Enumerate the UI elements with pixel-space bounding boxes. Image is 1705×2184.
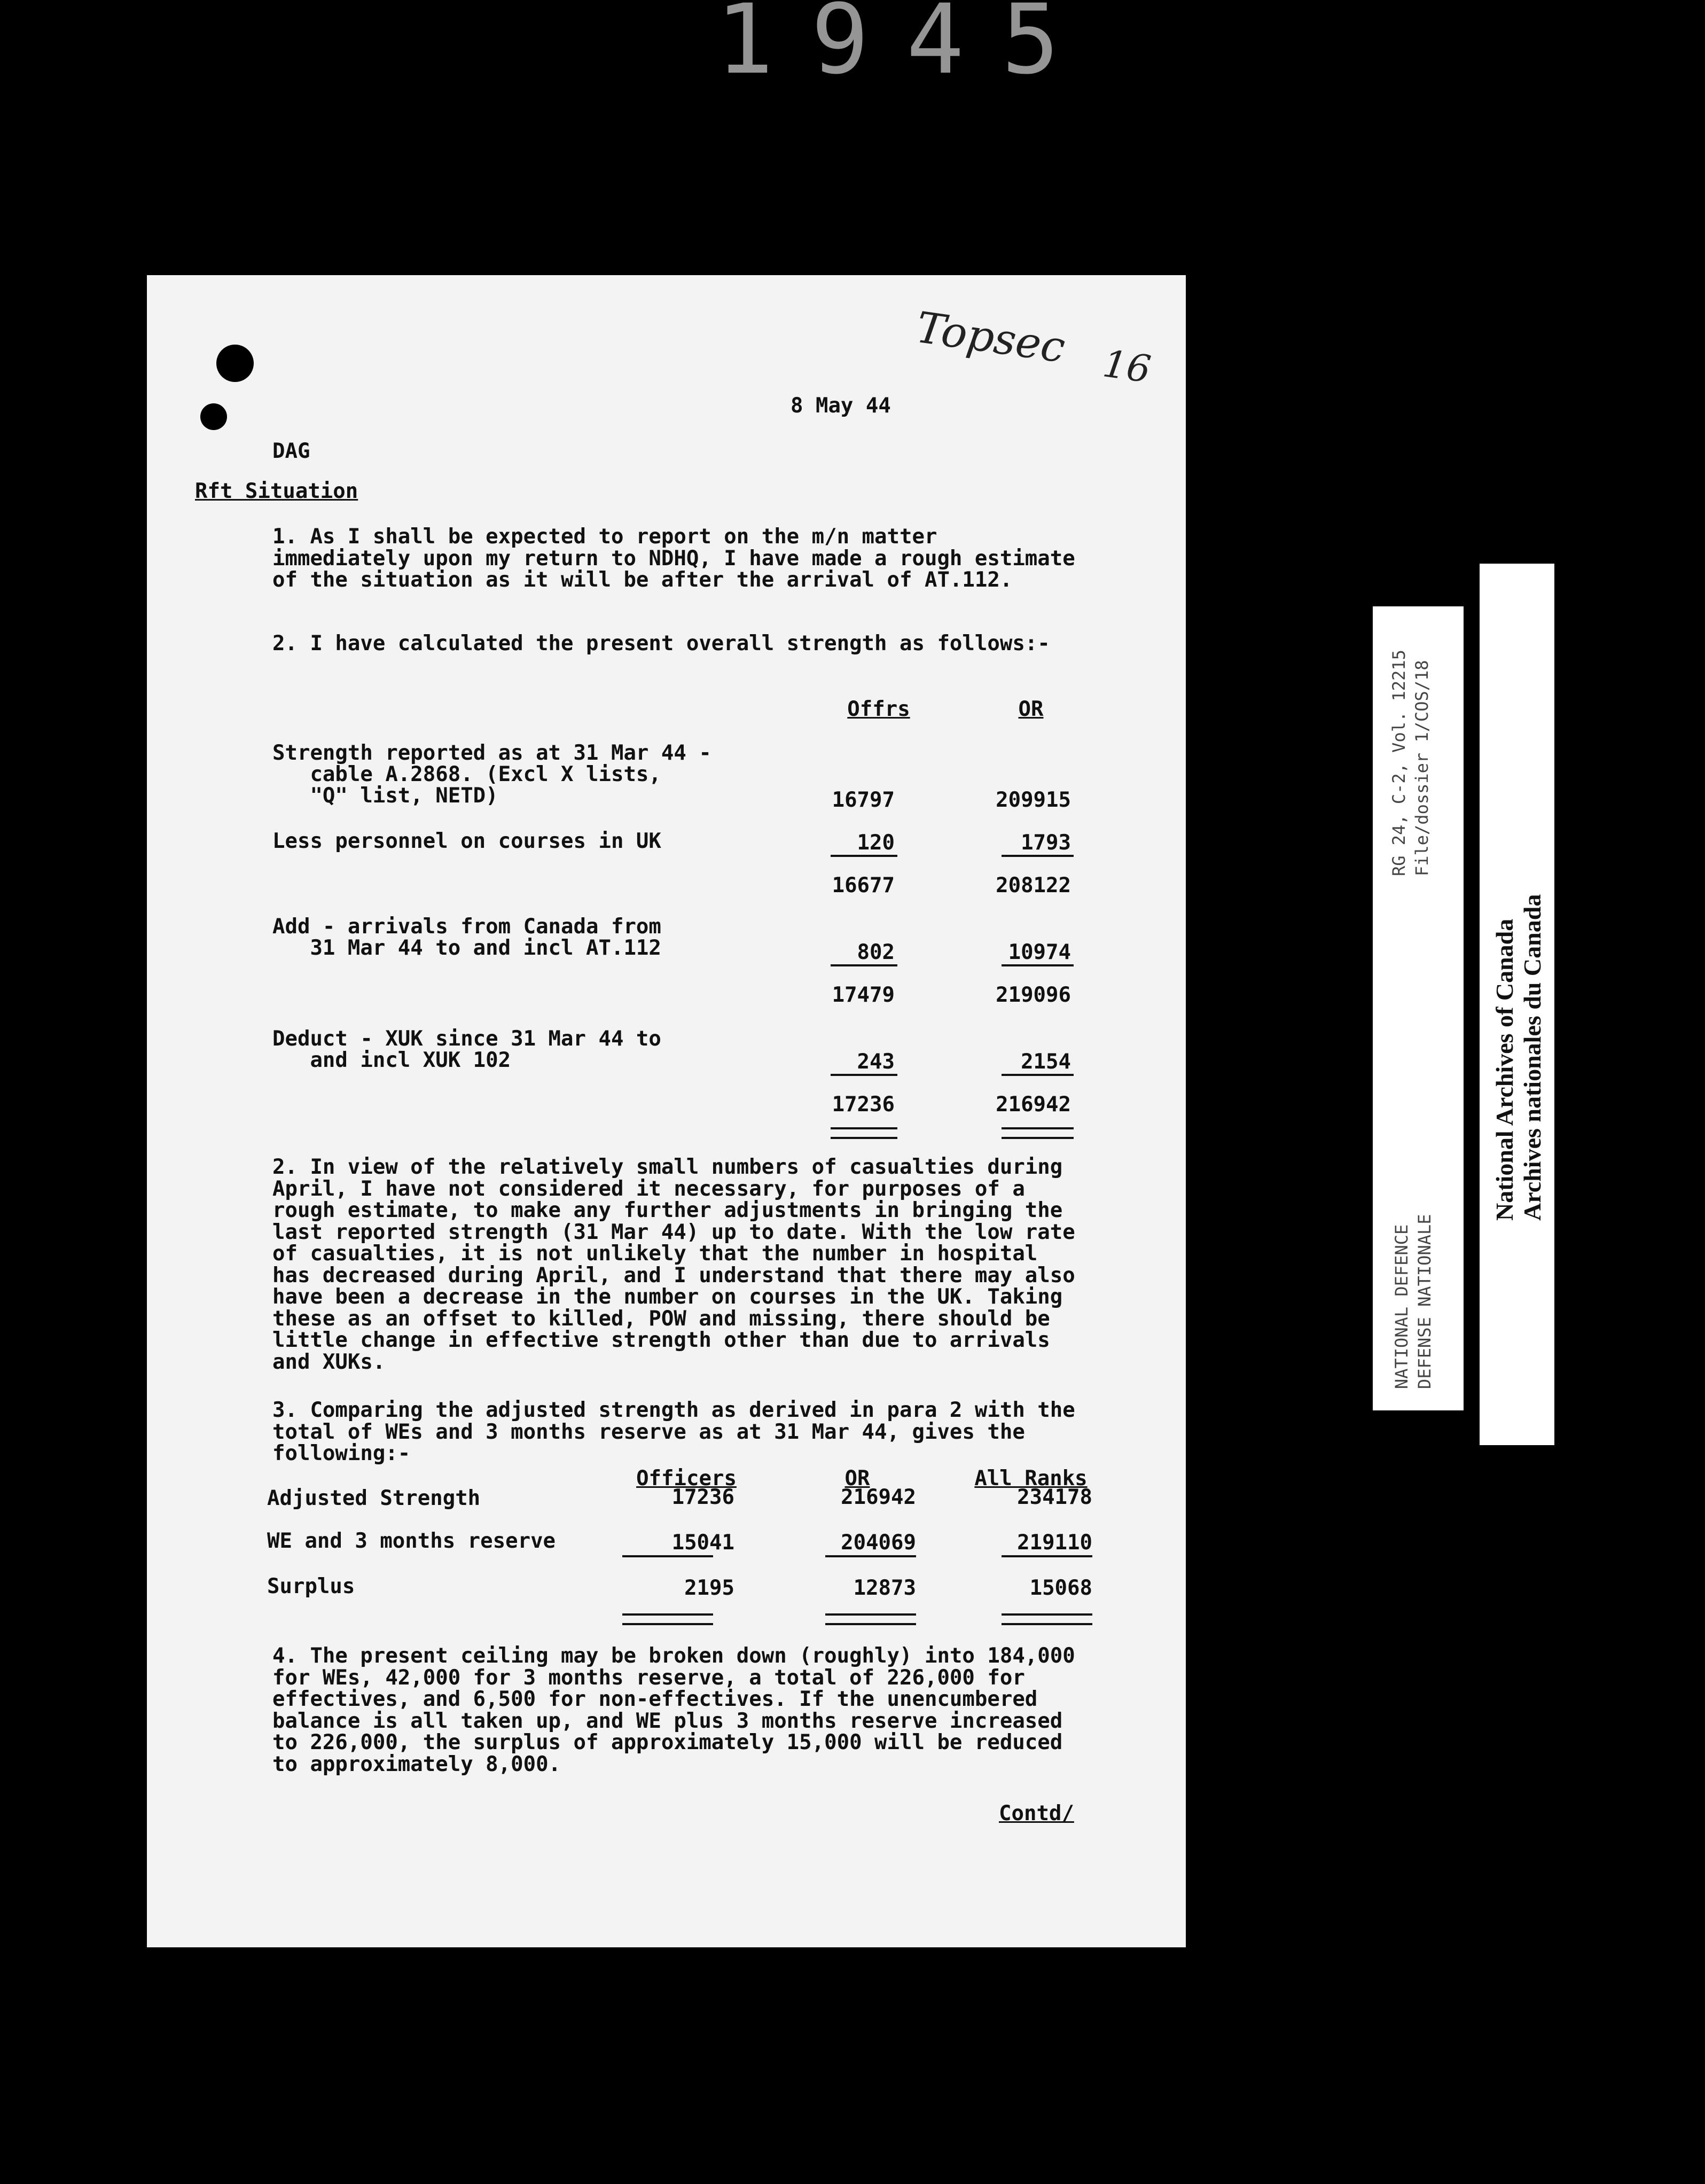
cell-officers: 15041 — [671, 1531, 734, 1555]
label-line: RG 24, C-2, Vol. 12215 — [1389, 650, 1409, 876]
paragraph-2-intro: 2. I have calculated the present overall strength as follows:- — [272, 631, 1050, 656]
continued-note: Contd/ — [999, 1801, 1074, 1826]
cell-officers: 2195 — [684, 1576, 734, 1600]
paragraph-3: 3. Comparing the adjusted strength as derived in para 2 with the total of WEs and 3 months reserve as at 31 Mar 44, gives the following:- — [272, 1398, 1075, 1465]
cell-or: 209915 — [996, 788, 1071, 812]
label-line: NATIONAL DEFENCE — [1391, 1224, 1412, 1389]
archive-reference-label — [1373, 606, 1464, 1410]
cell-or: 1793 — [1021, 831, 1071, 855]
rule — [825, 1555, 916, 1557]
cell-all-ranks: 219110 — [1017, 1531, 1092, 1555]
row-label: 31 Mar 44 to and incl AT.112 — [272, 936, 661, 960]
rule — [622, 1555, 713, 1557]
memo-recipient: DAG — [272, 439, 310, 463]
punch-hole — [200, 403, 227, 430]
row-label: Less personnel on courses in UK — [272, 829, 661, 853]
cell-offrs: 17479 — [832, 983, 895, 1007]
cell-or: 10974 — [1008, 940, 1071, 964]
cell-offrs: 120 — [857, 831, 895, 855]
cell-or: 12873 — [853, 1576, 916, 1600]
cell-all-ranks: 234178 — [1017, 1485, 1092, 1509]
col-header-offrs: Offrs — [847, 697, 910, 721]
year-stamp: 1945 — [716, 0, 1097, 96]
cell-officers: 17236 — [671, 1485, 734, 1509]
row-label: Strength reported as at 31 Mar 44 - — [272, 741, 711, 765]
memo-subject: Rft Situation — [195, 479, 358, 503]
col-header-or: OR — [844, 1467, 870, 1491]
paragraph-1: 1. As I shall be expected to report on the m/n matter immediately upon my return to NDHQ, I have made a rough estimate of the situation as it will be after the arrival of AT.112. — [272, 525, 1075, 592]
paragraph-2b: 2. In view of the relatively small numbers of casualties during April, I have not considered it necessary, for purposes of a rough estimate, to make any further adjustments in bringing the last reported strength (31 Mar 44) up to date. With the low rate of casualties, it is not unlikely that the number in hospital has decreased during April, and I understand that there may also have been a decrease in the number on courses in the UK. Taking these as an offset to killed, POW and missing, there should be little change in effective strength other than due to arrivals and XUKs. — [272, 1155, 1075, 1374]
paragraph-4: 4. The present ceiling may be broken down (roughly) into 184,000 for WEs, 42,000 for 3 months reserve, a total of 226,000 for effectives, and 6,500 for non-effectives. If the unencumbered balance is all taken up, and WE plus 3 months reserve increased to 226,000, the surplus of approximately 15,000 will be reduced to approximately 8,000. — [272, 1644, 1075, 1776]
double-rule — [622, 1613, 713, 1625]
punch-hole — [216, 345, 254, 382]
row-label: cable A.2868. (Excl X lists, — [272, 762, 661, 786]
double-rule — [1002, 1613, 1092, 1625]
cell-or: 216942 — [996, 1093, 1071, 1117]
rule — [831, 855, 897, 857]
label-line: File/dossier 1/COS/18 — [1412, 660, 1432, 876]
handwritten-mark: 16 — [1100, 341, 1154, 392]
row-label: Add - arrivals from Canada from — [272, 915, 661, 939]
archive-name-fr: Archives nationales du Canada — [1519, 894, 1546, 1221]
archive-name-en: National Archives of Canada — [1491, 918, 1518, 1221]
cell-or: 219096 — [996, 983, 1071, 1007]
document-page — [147, 275, 1186, 1947]
row-label: and incl XUK 102 — [272, 1048, 511, 1072]
row-label: WE and 3 months reserve — [267, 1529, 556, 1553]
double-rule — [831, 1127, 897, 1139]
cell-offrs: 16677 — [832, 873, 895, 898]
row-label: Deduct - XUK since 31 Mar 44 to — [272, 1027, 661, 1051]
row-label: Surplus — [267, 1574, 355, 1598]
col-header-or: OR — [1018, 697, 1044, 721]
cell-or: 204069 — [841, 1531, 916, 1555]
rule — [1002, 964, 1074, 966]
cell-offrs: 17236 — [832, 1093, 895, 1117]
cell-or: 2154 — [1021, 1050, 1071, 1074]
col-header-officers: Officers — [636, 1467, 737, 1491]
cell-or: 216942 — [841, 1485, 916, 1509]
memo-date: 8 May 44 — [791, 394, 891, 418]
row-label: Adjusted Strength — [267, 1486, 481, 1510]
rule — [831, 1074, 897, 1076]
cell-offrs: 16797 — [832, 788, 895, 812]
rule — [1002, 1555, 1092, 1557]
cell-all-ranks: 15068 — [1029, 1576, 1092, 1600]
archive-name-label — [1480, 564, 1554, 1445]
row-label: "Q" list, NETD) — [272, 784, 498, 808]
rule — [831, 964, 897, 966]
cell-offrs: 802 — [857, 940, 895, 964]
rule — [1002, 855, 1074, 857]
col-header-all-ranks: All Ranks — [974, 1467, 1088, 1491]
double-rule — [1002, 1127, 1074, 1139]
cell-or: 208122 — [996, 873, 1071, 898]
handwritten-note: Topsec — [913, 302, 1068, 373]
rule — [1002, 1074, 1074, 1076]
double-rule — [825, 1613, 916, 1625]
label-line: DEFENSE NATIONALE — [1414, 1214, 1435, 1389]
cell-offrs: 243 — [857, 1050, 895, 1074]
